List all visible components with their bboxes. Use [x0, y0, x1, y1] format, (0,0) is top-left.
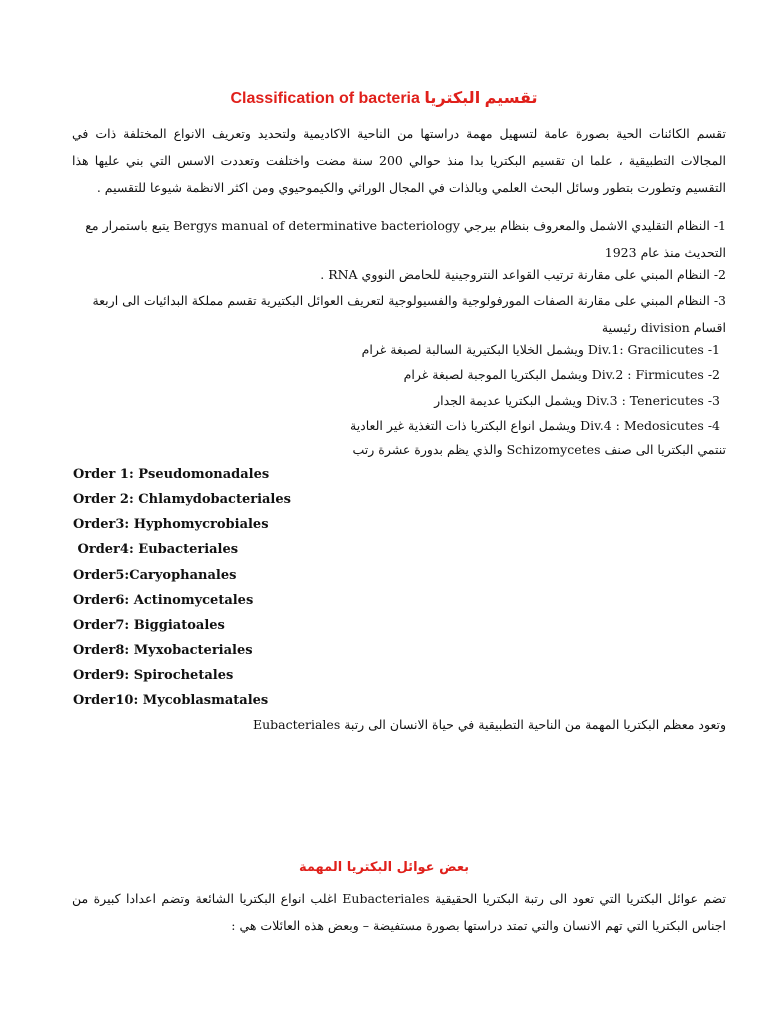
division-item-2: Div.2 : Firmicutes -2 ويشمل البكتريا الموجبة لصبغة غرام: [403, 367, 720, 382]
page-title: Classification of bacteria تقسيم البكتريا: [230, 90, 538, 107]
order-item-6: Order6: Actinomycetales: [73, 593, 254, 608]
system-item-3: 3- النظام المبني على مقارنة الصفات المورفولوجية والفسيولوجية لتعريف العوائل البكتيرية تقسم مملكة البدائيات الى اربعة اقسام division رئيسية: [92, 293, 726, 335]
section-title: بعض عوائل البكتريا المهمة: [298, 860, 470, 875]
system-item-1: 1- النظام التقليدي الاشمل والمعروف بنظام بيرجي Bergys manual of determinative bacteriology يتبع باستمرار مع التحديث منذ عام 1923: [85, 218, 726, 260]
order-item-8: Order8: Myxobacteriales: [73, 643, 253, 658]
order-item-4: Order4: Eubacteriales: [73, 542, 239, 557]
division-item-1: Div.1: Gracilicutes -1 ويشمل الخلايا البكتيرية السالبة لصبغة غرام: [361, 342, 720, 357]
class-statement: تنتمي البكتريا الى صنف Schizomycetes والذي يظم بدورة عشرة رتب: [352, 442, 726, 457]
division-item-4: Div.4 : Medosicutes -4 ويشمل انواع البكتريا ذات التغذية غير العادية: [350, 418, 720, 433]
order-item-5: Order5:Caryophanales: [73, 568, 237, 583]
families-paragraph: تضم عوائل البكتريا التي تعود الى رتبة البكتريا الحقيقية Eubacteriales اغلب انواع البكتريا الشائعة وتضم اعدادا كبيرة من اجناس البكتريا التي تهم الانسان والتي تمتد دراستها بصورة مستفيضة – وبعض هذه العائلات هي :: [72, 891, 727, 933]
order-item-10: Order10: Mycoblasmatales: [73, 693, 269, 708]
eubacteriales-statement: وتعود معظم البكتريا المهمة من الناحية التطبيقية في حياة الانسان الى رتبة Eubacteriales: [252, 717, 726, 732]
division-item-3: Div.3 : Tenericutes -3 ويشمل البكتريا عديمة الجدار: [434, 393, 720, 408]
order-item-3: Order3: Hyphomycrobiales: [73, 517, 269, 532]
order-item-2: Order 2: Chlamydobacteriales: [73, 492, 291, 507]
order-item-7: Order7: Biggiatoales: [73, 618, 225, 633]
order-item-9: Order9: Spirochetales: [73, 668, 234, 683]
intro-paragraph: تقسم الكائنات الحية بصورة عامة لتسهيل مهمة دراستها من الناحية الاكاديمية ولتحديد وتعريف الانواع المختلفة ذات في المجالات التطبيقية ، علما ان تقسيم البكتريا بدا منذ حوالي 200 سنة مضت واختلفت وتعددت الاسس التي بني عليها هذا التقسيم وتطورت بتطور وسائل البحث العلمي وبالذات في المجال الوراثي والكيموحيوي ومن اكثر الانظمة شيوعا للتقسيم .: [72, 126, 727, 195]
order-item-1: Order 1: Pseudomonadales: [73, 467, 270, 482]
system-item-2: 2- النظام المبني على مقارنة ترتيب القواعد النتروجينية للحامض النووي RNA .: [320, 267, 726, 282]
